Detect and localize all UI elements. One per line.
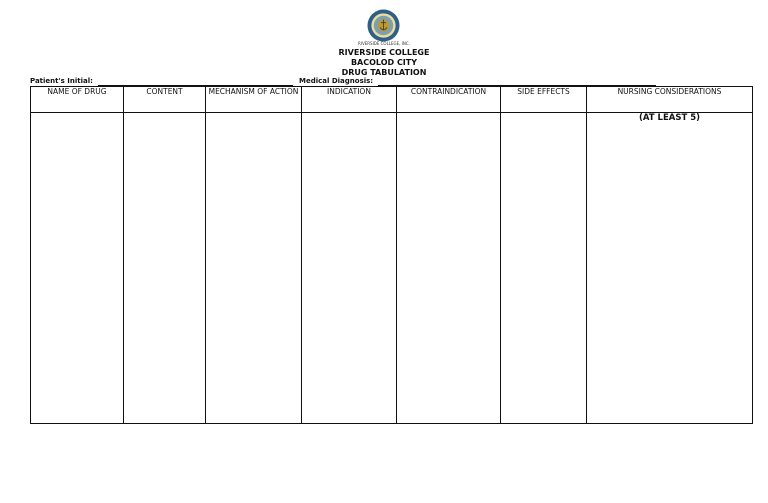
form-title: DRUG TABULATION	[341, 68, 427, 77]
table-header-row	[31, 87, 753, 113]
nursing-considerations-note: (AT LEAST 5)	[638, 113, 701, 123]
cell-mechanism-of-action[interactable]	[206, 113, 302, 424]
column-header-mechanism-of-action: MECHANISM OF ACTION	[206, 87, 302, 113]
column-header-content: CONTENT	[124, 87, 206, 113]
cell-nursing-considerations[interactable]	[587, 113, 753, 424]
cell-indication[interactable]	[302, 113, 397, 424]
column-header-contraindication: CONTRAINDICATION	[397, 87, 501, 113]
logo-caption: RIVERSIDE COLLEGE, INC.	[358, 41, 410, 46]
column-header-nursing-considerations: NURSING CONSIDERATIONS	[587, 87, 753, 113]
school-city: BACOLOD CITY	[350, 58, 418, 67]
medical-diagnosis-label: Medical Diagnosis:	[299, 77, 374, 85]
table-row	[31, 113, 753, 424]
cell-content[interactable]	[124, 113, 206, 424]
column-header-name-of-drug: NAME OF DRUG	[31, 87, 124, 113]
column-header-side-effects: SIDE EFFECTS	[501, 87, 587, 113]
college-seal-logo	[367, 9, 400, 42]
patient-initial-label: Patient's Initial:	[30, 77, 93, 85]
column-header-indication: INDICATION	[302, 87, 397, 113]
drug-tabulation-table	[30, 86, 753, 424]
cell-contraindication[interactable]	[397, 113, 501, 424]
school-name: RIVERSIDE COLLEGE	[338, 48, 430, 57]
cell-side-effects[interactable]	[501, 113, 587, 424]
cell-name-of-drug[interactable]	[31, 113, 124, 424]
